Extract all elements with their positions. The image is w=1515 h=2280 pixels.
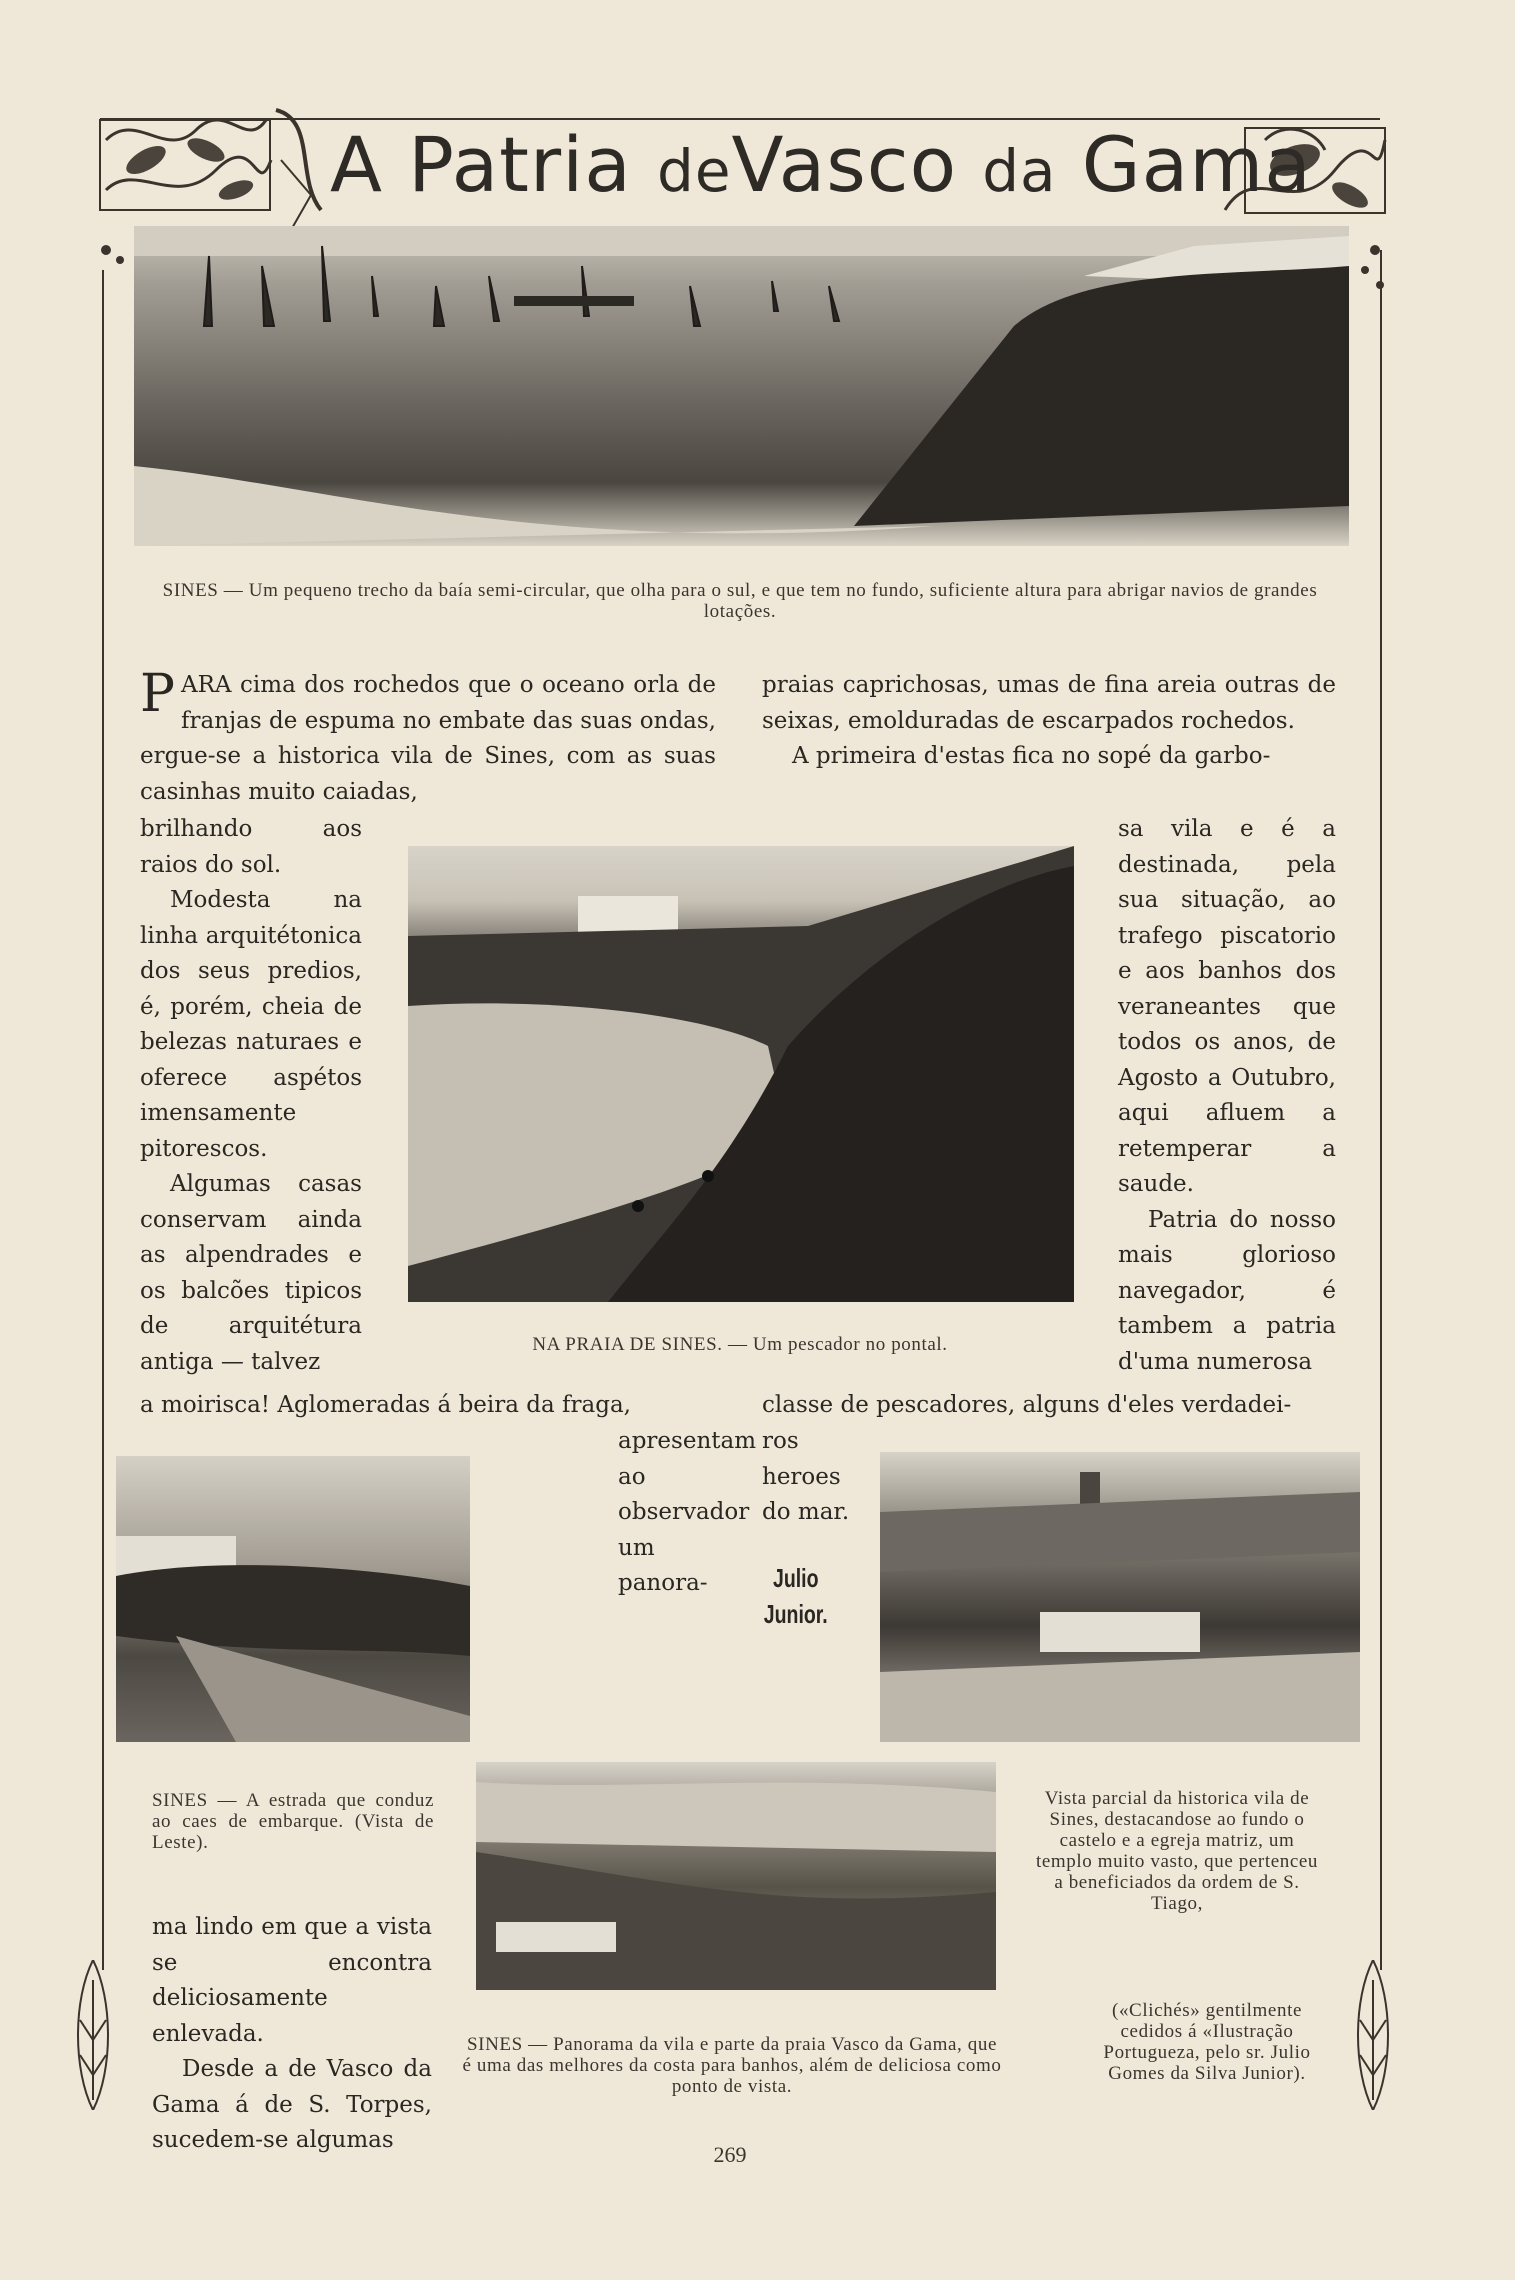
leaf-ornament-left-icon [68, 1960, 118, 2110]
photo-partial-view-of-village [880, 1452, 1360, 1742]
frame-right-rule [1380, 250, 1382, 1970]
article-col1-bottom: ma lindo em que a vista se encontra deliciosamente enlevada. Desde a de Vasco da Gama á de S. Torpes, sucedem-se algumas [152, 1914, 432, 2153]
photo-credits: («Clichés» gentilmente cedidos á «Ilustração Portugueza, pelo sr. Julio Gomes da Silva Junior). [1103, 2000, 1311, 2084]
caption-bottom-right-photo: Vista parcial da historica vila de Sines, destacandose ao fundo o castelo e a egreja matriz, um templo muito vasto, que pertenceu a beneficiados da ordem de S. Tiago, [1035, 1788, 1319, 1914]
photo-bay-of-sines [134, 226, 1349, 546]
frame-left-rule [102, 270, 104, 1970]
article-col1-narrow: brilhando aos raios do sol. Modesta na linha arquitétonica dos seus predios, é, porém, cheia de belezas naturaes e oferece aspétos imensamente pitorescos. Algumas casas conservam ainda as alpendrades e os balcões tipicos de arquitétura antiga — talvez [140, 816, 362, 1375]
caption-middle-photo: NA PRAIA DE SINES. — Um pescador no pontal. [532, 1334, 948, 1355]
author-signature: Julio Junior. [763, 1563, 828, 1629]
article-col2-top: praias caprichosas, umas de fina areia outras de seixas, emolduradas de escarpados rochedos. A primeira d'estas fica no sopé da garbo- [762, 672, 1336, 769]
page-number: 269 [713, 2142, 747, 2167]
article-col1-top: PARA cima dos rochedos que o oceano orla de franjas de espuma no embate das suas ondas, ergue-se a historica vila de Sines, com as suas casinhas muito caiadas, [140, 664, 716, 805]
photo-fisherman-on-point [408, 846, 1074, 1302]
article-col2-inset: ros heroes do mar. [762, 1428, 850, 1525]
page-title: A Patria deVasco da Gama [330, 120, 1312, 209]
article-col1-wide: a moirisca! Aglomeradas á beira da fraga, [140, 1392, 631, 1418]
article-col2-narrow: sa vila e é a destinada, pela sua situação, ao trafego piscatorio e aos banhos dos veraneantes que todos os anos, de Agosto a Outubro, aqui afluem a retemperar a saude. Patria do nosso mais glorioso navegador, é tambem a patria d'uma numerosa [1118, 816, 1336, 1375]
article-col2-wide: classe de pescadores, alguns d'eles verdadei- [762, 1392, 1292, 1418]
caption-bottom-center-photo: SINES — Panorama da vila e parte da praia Vasco da Gama, que é uma das melhores da costa para banhos, além de deliciosa como ponto de vista. [462, 2034, 1002, 2097]
caption-bottom-left-photo: SINES — A estrada que conduz ao caes de embarque. (Vista de Leste). [152, 1790, 434, 1853]
caption-top-photo: SINES — Um pequeno trecho da baía semi-circular, que olha para o sul, e que tem no fundo, suficiente altura para abrigar navios de grandes lotações. [162, 580, 1318, 622]
article-col1-inset: apresentam ao observador um panora- [618, 1428, 757, 1596]
leaf-ornament-right-icon [1348, 1960, 1398, 2110]
photo-panorama-vasco-da-gama-beach [476, 1762, 996, 1990]
photo-road-to-quay [116, 1456, 470, 1742]
